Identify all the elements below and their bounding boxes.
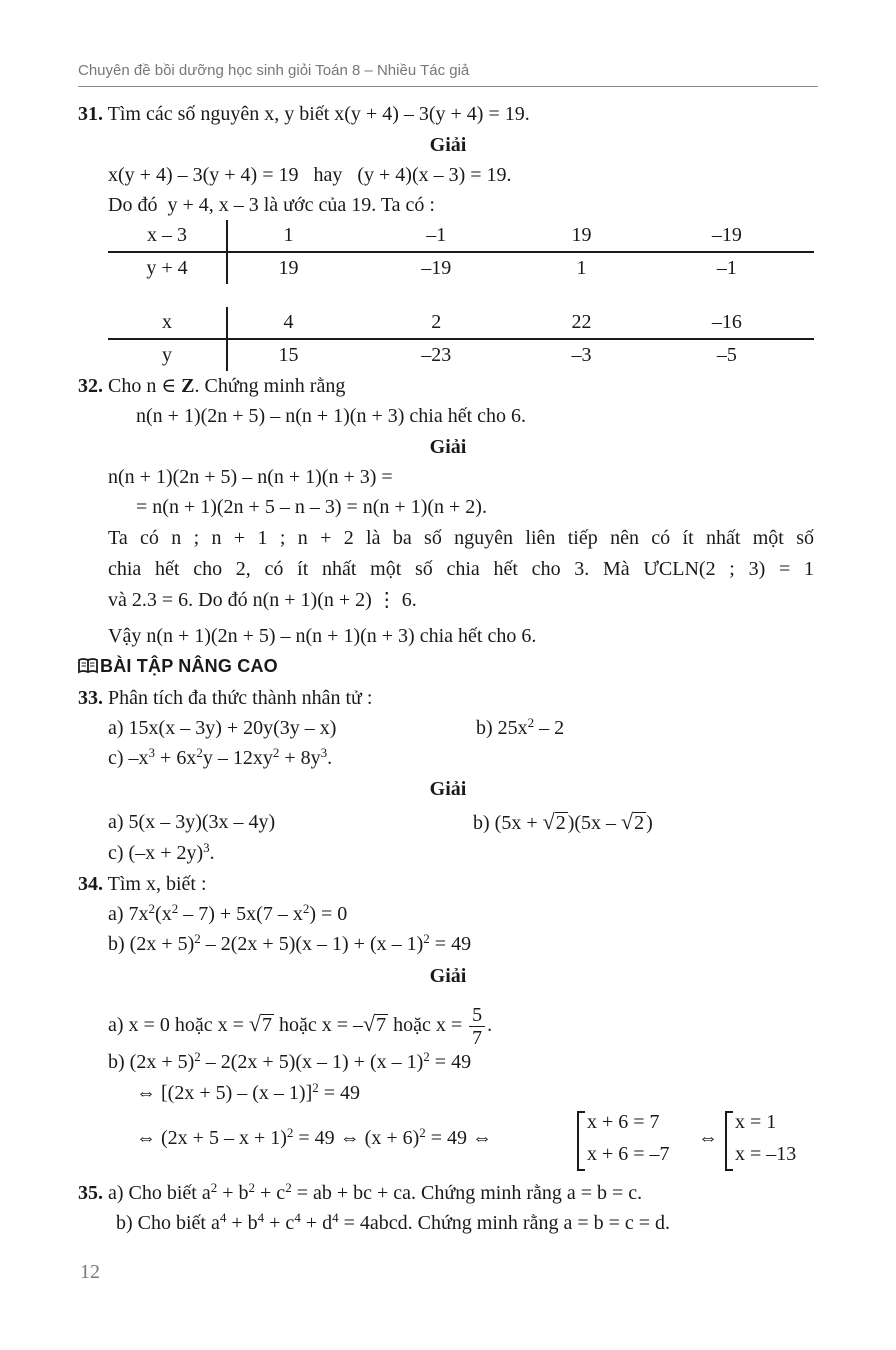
statement-text: Cho n ∈ xyxy=(108,375,182,397)
exercise-b: b) $25x^2 - 2$ xyxy=(476,715,565,739)
solution-line: và 2.3 = 6. Do đó n(n + 1)(n + 2) ⋮ 6. xyxy=(108,589,417,611)
table-row xyxy=(108,307,814,339)
answer-a: a) x = 0 hoặc x = √7 hoặc x = –√7 hoặc x = $\frac{5}{7}$ . xyxy=(108,1004,493,1049)
answer-step: ⇔ $[(2x + 5) - (x - 1)]^2 = 49$ xyxy=(136,1080,361,1104)
problem-number: 33. xyxy=(78,687,103,709)
solution-line: Vậy n(n + 1)(2n + 5) – n(n + 1)(n + 3) chia hết cho 6. xyxy=(108,625,537,647)
table-cell: 2 xyxy=(349,307,523,339)
table-cell: –3 xyxy=(571,344,592,366)
statement-text: Phân tích đa thức thành nhân tử : xyxy=(108,687,373,709)
table-cell: –19 xyxy=(421,257,452,279)
table-label: y xyxy=(108,339,227,371)
table-cell: –5 xyxy=(716,344,737,366)
table-label: x xyxy=(108,307,227,339)
solution-line: x(y + 4) – 3(y + 4) = 19 hay (y + 4)(x – 3) = 19. xyxy=(108,164,512,186)
fraction: $\frac{5}{7}$ xyxy=(469,1004,485,1049)
exercise-c: c) $-x^3 + 6x^2y - 12xy^2 + 8y^3$. xyxy=(108,745,333,769)
exercise-b: b) $(2x + 5)^2 - 2(2x + 5)(x - 1) + (x - 1)^2 = 49$ xyxy=(108,931,472,955)
table-cell: 19 xyxy=(523,220,639,252)
problem-number: 31. xyxy=(78,103,103,125)
solution-table xyxy=(108,307,814,371)
solution-line: chia hết cho 2, có ít nhất một số chia hết cho 3. Mà ƯCLN(2 ; 3) = 1 xyxy=(108,558,814,580)
statement-text: . Chứng minh rằng xyxy=(194,375,346,397)
section-heading xyxy=(78,654,278,678)
statement-text: Tìm x, biết : xyxy=(107,873,207,895)
table-cell: –23 xyxy=(421,344,452,366)
case-line: x = –13 xyxy=(735,1143,797,1165)
solution-heading: Giải xyxy=(429,965,467,987)
table-cell: 4 xyxy=(227,307,349,339)
solution-heading: Giải xyxy=(429,436,467,458)
answer-b: b) $(2x + 5)^2 - 2(2x + 5)(x - 1) + (x - 1)^2 = 49$ xyxy=(108,1049,472,1073)
table-row xyxy=(108,339,814,371)
problem-31-statement xyxy=(78,102,530,126)
problem-35-b: b) Cho biết $a^4 + b^4 + c^4 + d^4$ = 4abcd. Chứng minh rằng a = b = c = d. xyxy=(116,1210,671,1234)
solution-heading: Giải xyxy=(429,778,467,800)
solution-line: n(n + 1)(2n + 5) – n(n + 1)(n + 3) = xyxy=(108,466,393,488)
page-number: 12 xyxy=(80,1261,100,1283)
problem-33-statement xyxy=(78,686,372,710)
problem-number: 32. xyxy=(78,375,103,397)
answer-b: b) (5x + √2 )(5x – √2 ) xyxy=(473,809,653,834)
claim-line: n(n + 1)(2n + 5) – n(n + 1)(n + 3) chia hết cho 6. xyxy=(136,405,527,427)
problem-32-statement xyxy=(78,374,345,398)
table-label: x – 3 xyxy=(108,220,227,252)
divisor-table xyxy=(108,220,814,284)
answer-a: a) 5(x – 3y)(3x – 4y) xyxy=(108,811,276,833)
problem-35-a: 35. a) Cho biết $a^2 + b^2 + c^2$ = ab + bc + ca. Chứng minh rằng a = b = c. xyxy=(78,1180,643,1204)
table-cell: 19 xyxy=(278,257,299,279)
case-line: x = 1 xyxy=(735,1111,777,1133)
integer-set-symbol: Z xyxy=(181,375,195,397)
solution-line: = n(n + 1)(2n + 5 – n – 3) = n(n + 1)(n + 2). xyxy=(136,496,487,518)
case-bracket xyxy=(577,1111,585,1171)
table-cell: 1 xyxy=(227,220,349,252)
running-header: Chuyên đề bồi dưỡng học sinh giỏi Toán 8 – Nhiều Tác giả xyxy=(78,62,470,79)
table-cell: –1 xyxy=(716,257,737,279)
solution-line: Ta có n ; n + 1 ; n + 2 là ba số nguyên liên tiếp nên có ít nhất một số xyxy=(108,527,814,549)
table-label: y + 4 xyxy=(108,252,227,284)
case-line: x + 6 = –7 xyxy=(587,1143,670,1165)
table-cell: –19 xyxy=(640,220,814,252)
statement-text: Tìm các số nguyên x, y biết x(y + 4) – 3(y + 4) = 19. xyxy=(107,103,530,125)
table-cell: 22 xyxy=(523,307,639,339)
answer-c: c) $(-x + 2y)^3$. xyxy=(108,840,215,864)
table-cell: 15 xyxy=(278,344,299,366)
answer-step: ⇔ $(2x + 5 - x + 1)^2 = 49$ ⇔ $(x + 6)^2 = 49$ ⇔ xyxy=(136,1125,493,1149)
table-row xyxy=(108,220,814,252)
solution-heading: Giải xyxy=(429,134,467,156)
table-cell: –1 xyxy=(349,220,523,252)
header-rule xyxy=(78,86,818,87)
section-title: BÀI TẬP NÂNG CAO xyxy=(100,656,278,676)
solution-line: Do đó y + 4, x – 3 là ước của 19. Ta có : xyxy=(108,194,435,216)
exercise-a: a) $7x^2(x^2 - 7) + 5x(7 - x^2) = 0$ xyxy=(108,901,348,925)
equivalence-arrow: ⇔ xyxy=(698,1127,718,1149)
exercise-a: a) 15x(x – 3y) + 20y(3y – x) xyxy=(108,717,337,739)
open-book-icon xyxy=(78,658,98,674)
problem-number: 34. xyxy=(78,873,103,895)
case-line: x + 6 = 7 xyxy=(587,1111,660,1133)
problem-34-statement xyxy=(78,872,207,896)
problem-number: 35. xyxy=(78,1182,103,1204)
table-row xyxy=(108,252,814,284)
table-cell: –16 xyxy=(640,307,814,339)
table-cell: 1 xyxy=(576,257,587,279)
case-bracket xyxy=(725,1111,733,1171)
